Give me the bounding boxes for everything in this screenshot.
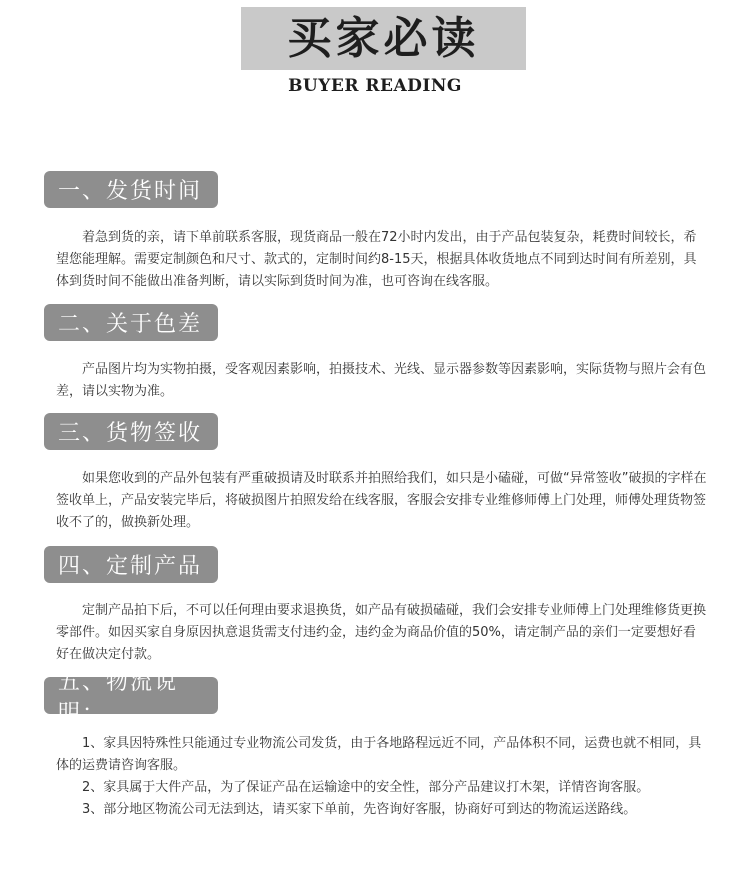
- section-label-custom-products: 四、定制产品: [44, 546, 218, 583]
- paragraph: 产品图片均为实物拍摄，受客观因素影响，拍摄技术、光线、显示器参数等因素影响，实际货物与照片会有色差，请以实物为准。: [56, 362, 707, 399]
- section-body-color-difference: [56, 359, 708, 403]
- list-item: 2、家具属于大件产品，为了保证产品在运输途中的安全性，部分产品建议打木架，详情咨询客服。: [82, 780, 650, 795]
- section-body-goods-receipt: [56, 468, 708, 534]
- list-item: 3、部分地区物流公司无法到达，请买家下单前，先咨询好客服，协商好可到达的物流运送路线。: [82, 802, 637, 817]
- section-label-goods-receipt: 三、货物签收: [44, 413, 218, 450]
- paragraph: 如果您收到的产品外包装有严重破损请及时联系并拍照给我们，如只是小磕碰，可做“异常签收”破损的字样在签收单上，产品安装完毕后，将破损图片拍照发给在线客服，客服会安排专业维修师傅上门处理，师傅处理货物签收不了的，做换新处理。: [56, 471, 707, 530]
- paragraph: 着急到货的亲，请下单前联系客服，现货商品一般在72小时内发出，由于产品包装复杂，耗费时间较长，希望您能理解。需要定制颜色和尺寸、款式的，定制时间约8-15天，根据具体收货地点不同到达时间有所差别，具体到货时间不能做出准备判断，请以实际到货时间为准，也可咨询在线客服。: [56, 230, 697, 289]
- paragraph: 定制产品拍下后，不可以任何理由要求退换货，如产品有破损磕碰，我们会安排专业师傅上门处理维修货更换零部件。如因买家自身原因执意退货需支付违约金，违约金为商品价值的50%，请定制产品的亲们一定要想好看好在做决定付款。: [56, 603, 707, 662]
- title-banner: [241, 7, 526, 70]
- section-label-shipping-time: 一、发货时间: [44, 171, 218, 208]
- section-body-shipping-time: [56, 227, 708, 293]
- list-item: 1、家具因特殊性只能通过专业物流公司发货，由于各地路程远近不同，产品体积不同，运费也就不相同，具体的运费请咨询客服。: [56, 736, 702, 773]
- page-subtitle: BUYER READING: [288, 76, 462, 96]
- section-body-logistics: [56, 733, 708, 821]
- page-title: 买家必读: [287, 12, 480, 64]
- section-body-custom-products: [56, 600, 708, 666]
- section-label-logistics: 五、物流说明：: [44, 677, 218, 714]
- section-label-color-difference: 二、关于色差: [44, 304, 218, 341]
